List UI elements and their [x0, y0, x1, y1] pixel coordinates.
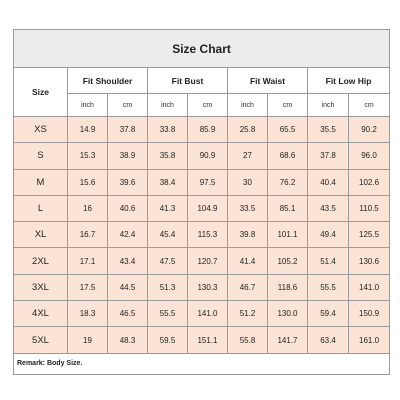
- value-cell: 19: [68, 327, 108, 353]
- value-cell: 44.5: [108, 274, 148, 300]
- value-cell: 41.4: [228, 248, 268, 274]
- value-cell: 141.0: [188, 301, 228, 327]
- value-cell: 65.5: [268, 117, 308, 143]
- size-column-header: Size: [14, 68, 68, 117]
- value-cell: 90.9: [188, 143, 228, 169]
- value-cell: 17.1: [68, 248, 108, 274]
- value-cell: 35.8: [148, 143, 188, 169]
- value-cell: 51.3: [148, 274, 188, 300]
- value-cell: 39.6: [108, 169, 148, 195]
- size-cell: XL: [14, 222, 68, 248]
- value-cell: 63.4: [308, 327, 349, 353]
- value-cell: 18.3: [68, 301, 108, 327]
- size-chart-table: [13, 29, 390, 375]
- value-cell: 97.5: [188, 169, 228, 195]
- value-cell: 102.6: [349, 169, 390, 195]
- value-cell: 30: [228, 169, 268, 195]
- value-cell: 115.3: [188, 222, 228, 248]
- unit-header: cm: [188, 94, 228, 117]
- value-cell: 90.2: [349, 117, 390, 143]
- size-cell: 5XL: [14, 327, 68, 353]
- table-row: [14, 301, 390, 327]
- value-cell: 14.9: [68, 117, 108, 143]
- value-cell: 130.6: [349, 248, 390, 274]
- value-cell: 41.3: [148, 195, 188, 221]
- unit-header: cm: [108, 94, 148, 117]
- value-cell: 130.3: [188, 274, 228, 300]
- value-cell: 110.5: [349, 195, 390, 221]
- value-cell: 37.8: [308, 143, 349, 169]
- value-cell: 16: [68, 195, 108, 221]
- value-cell: 105.2: [268, 248, 308, 274]
- value-cell: 27: [228, 143, 268, 169]
- size-cell: 3XL: [14, 274, 68, 300]
- value-cell: 55.8: [228, 327, 268, 353]
- value-cell: 40.4: [308, 169, 349, 195]
- unit-header: inch: [228, 94, 268, 117]
- value-cell: 40.6: [108, 195, 148, 221]
- value-cell: 96.0: [349, 143, 390, 169]
- value-cell: 49.4: [308, 222, 349, 248]
- table-row: [14, 274, 390, 300]
- unit-header: cm: [349, 94, 390, 117]
- size-cell: 2XL: [14, 248, 68, 274]
- value-cell: 15.3: [68, 143, 108, 169]
- value-cell: 76.2: [268, 169, 308, 195]
- measurement-header-waist: Fit Waist: [228, 68, 308, 94]
- unit-header: inch: [148, 94, 188, 117]
- value-cell: 38.9: [108, 143, 148, 169]
- value-cell: 55.5: [308, 274, 349, 300]
- value-cell: 46.7: [228, 274, 268, 300]
- value-cell: 35.5: [308, 117, 349, 143]
- size-cell: L: [14, 195, 68, 221]
- value-cell: 161.0: [349, 327, 390, 353]
- value-cell: 68.6: [268, 143, 308, 169]
- value-cell: 43.4: [108, 248, 148, 274]
- value-cell: 17.5: [68, 274, 108, 300]
- size-cell: 4XL: [14, 301, 68, 327]
- value-cell: 37.8: [108, 117, 148, 143]
- measurement-header-bust: Fit Bust: [148, 68, 228, 94]
- value-cell: 46.5: [108, 301, 148, 327]
- value-cell: 16.7: [68, 222, 108, 248]
- value-cell: 33.5: [228, 195, 268, 221]
- value-cell: 38.4: [148, 169, 188, 195]
- size-chart: [13, 29, 389, 375]
- size-cell: XS: [14, 117, 68, 143]
- table-row: [14, 248, 390, 274]
- value-cell: 120.7: [188, 248, 228, 274]
- value-cell: 118.6: [268, 274, 308, 300]
- value-cell: 141.0: [349, 274, 390, 300]
- value-cell: 59.4: [308, 301, 349, 327]
- table-row: [14, 117, 390, 143]
- unit-header: inch: [308, 94, 349, 117]
- remark-text: Remark: Body Size.: [14, 353, 390, 374]
- value-cell: 51.4: [308, 248, 349, 274]
- value-cell: 55.5: [148, 301, 188, 327]
- table-row: [14, 195, 390, 221]
- value-cell: 130.0: [268, 301, 308, 327]
- chart-title: Size Chart: [14, 30, 390, 68]
- value-cell: 47.5: [148, 248, 188, 274]
- value-cell: 151.1: [188, 327, 228, 353]
- value-cell: 141.7: [268, 327, 308, 353]
- size-cell: M: [14, 169, 68, 195]
- value-cell: 25.8: [228, 117, 268, 143]
- value-cell: 43.5: [308, 195, 349, 221]
- value-cell: 15.6: [68, 169, 108, 195]
- table-row: [14, 169, 390, 195]
- value-cell: 33.8: [148, 117, 188, 143]
- value-cell: 85.1: [268, 195, 308, 221]
- value-cell: 39.8: [228, 222, 268, 248]
- table-row: [14, 222, 390, 248]
- value-cell: 150.9: [349, 301, 390, 327]
- value-cell: 51.2: [228, 301, 268, 327]
- size-cell: S: [14, 143, 68, 169]
- value-cell: 42.4: [108, 222, 148, 248]
- measurement-header-low-hip: Fit Low Hip: [308, 68, 390, 94]
- unit-header: cm: [268, 94, 308, 117]
- table-row: [14, 327, 390, 353]
- value-cell: 125.5: [349, 222, 390, 248]
- value-cell: 104.9: [188, 195, 228, 221]
- value-cell: 85.9: [188, 117, 228, 143]
- table-row: [14, 143, 390, 169]
- value-cell: 48.3: [108, 327, 148, 353]
- unit-header: inch: [68, 94, 108, 117]
- value-cell: 59.5: [148, 327, 188, 353]
- value-cell: 45.4: [148, 222, 188, 248]
- measurement-header-shoulder: Fit Shoulder: [68, 68, 148, 94]
- value-cell: 101.1: [268, 222, 308, 248]
